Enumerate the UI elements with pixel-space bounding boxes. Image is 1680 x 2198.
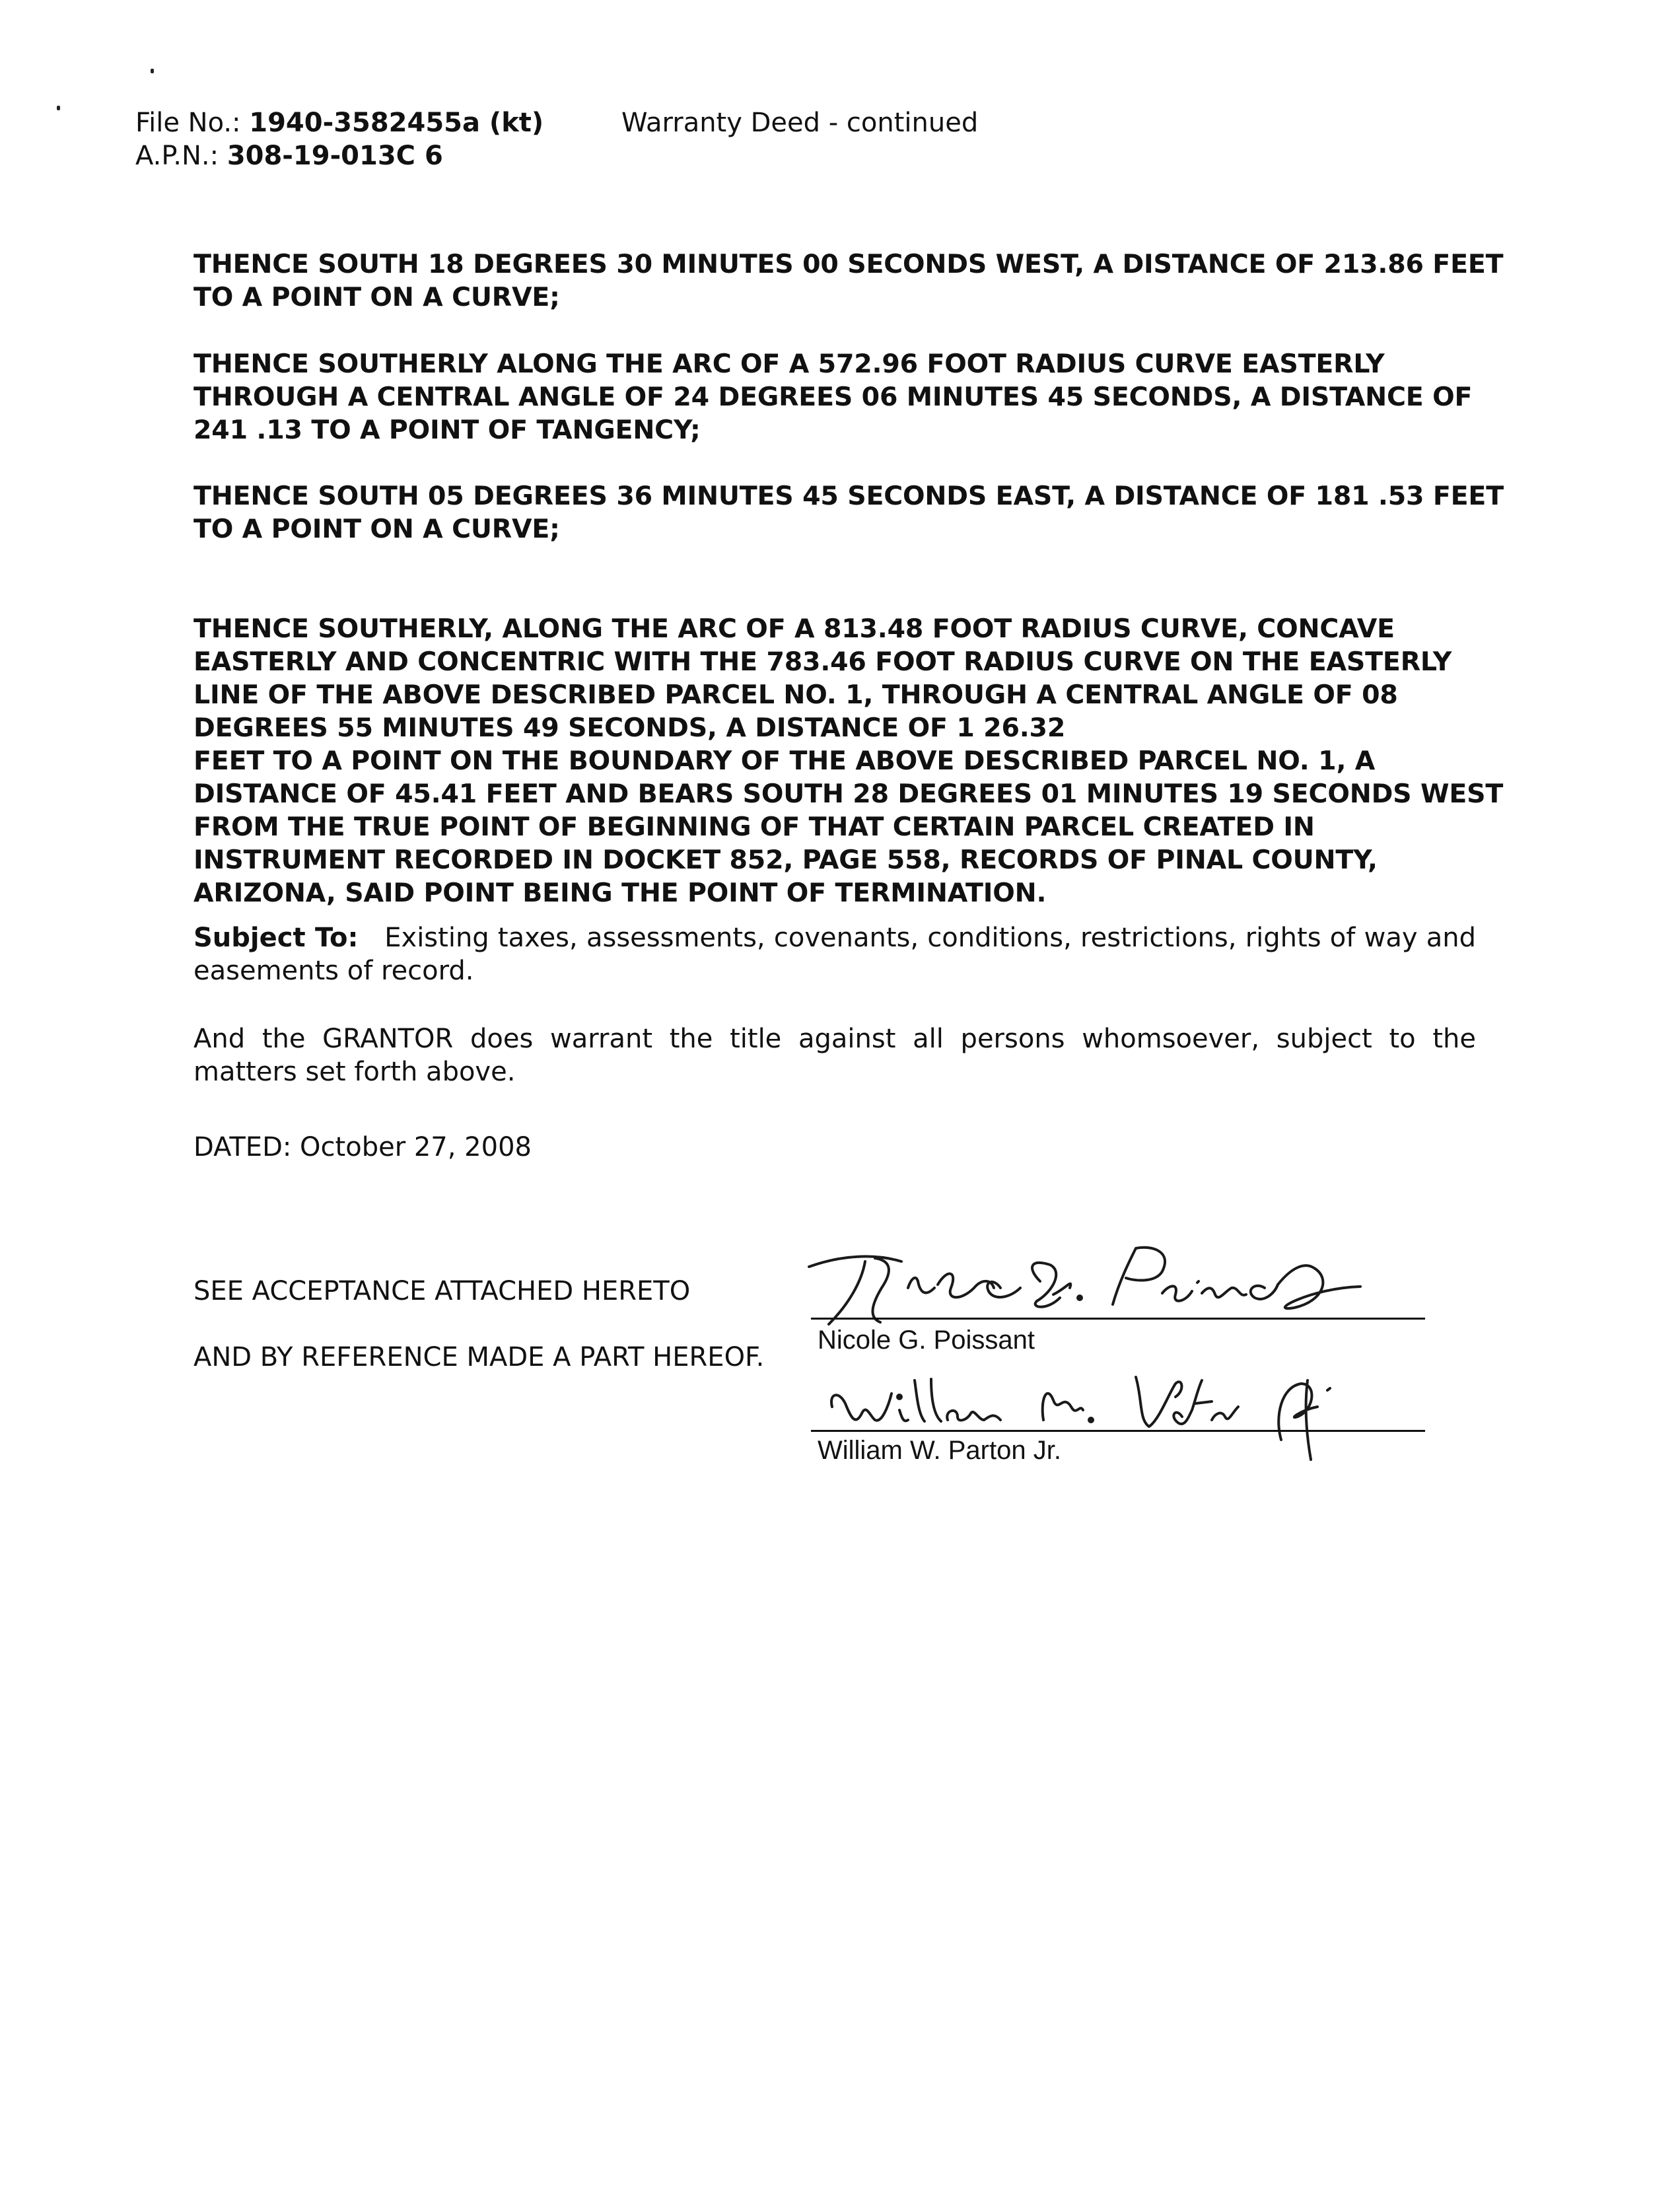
- file-number: [135, 106, 543, 140]
- apn-label: A.P.N.:: [135, 141, 219, 171]
- legal-line: LINE OF THE ABOVE DESCRIBED PARCEL NO. 1, THROUGH A CENTRAL ANGLE OF 08: [193, 680, 1398, 710]
- signature-nicole-poissant: [802, 1242, 1370, 1328]
- legal-paragraph-3: [193, 479, 1514, 546]
- legal-line: EASTERLY AND CONCENTRIC WITH THE 783.46 FOOT RADIUS CURVE ON THE EASTERLY: [193, 647, 1452, 677]
- file-number-value: 1940-3582455a (kt): [249, 108, 544, 138]
- subject-to-label: Subject To:: [193, 923, 359, 953]
- legal-paragraph-1: [193, 248, 1514, 314]
- legal-line: INSTRUMENT RECORDED IN DOCKET 852, PAGE 558, RECORDS OF PINAL COUNTY,: [193, 845, 1378, 875]
- acceptance-note-2: AND BY REFERENCE MADE A PART HEREOF.: [193, 1342, 765, 1372]
- apn-number: [135, 139, 443, 173]
- signer-name-1: Nicole G. Poissant: [818, 1326, 1035, 1355]
- signer-name-2: William W. Parton Jr.: [818, 1436, 1061, 1465]
- legal-line: ARIZONA, SAID POINT BEING THE POINT OF TERMINATION.: [193, 878, 1047, 908]
- legal-line: DEGREES 55 MINUTES 49 SECONDS, A DISTANCE OF 1 26.32: [193, 713, 1066, 743]
- legal-line: FROM THE TRUE POINT OF BEGINNING OF THAT CERTAIN PARCEL CREATED IN: [193, 812, 1315, 842]
- scan-speck: [57, 106, 60, 110]
- legal-line: TO A POINT ON A CURVE;: [193, 514, 560, 544]
- dated-line: DATED: October 27, 2008: [193, 1132, 532, 1162]
- legal-line: THENCE SOUTHERLY, ALONG THE ARC OF A 813.48 FOOT RADIUS CURVE, CONCAVE: [193, 614, 1395, 644]
- acceptance-note-1: SEE ACCEPTANCE ATTACHED HERETO: [193, 1276, 691, 1306]
- legal-line: THROUGH A CENTRAL ANGLE OF 24 DEGREES 06 MINUTES 45 SECONDS, A DISTANCE OF: [193, 382, 1473, 412]
- document-title: Warranty Deed - continued: [621, 108, 979, 138]
- apn-value: 308-19-013C 6: [227, 141, 443, 171]
- legal-line: 241 .13 TO A POINT OF TANGENCY;: [193, 415, 701, 445]
- grantor-warranty: And the GRANTOR does warrant the title against all persons whomsoever, subject to the matters set forth above.: [193, 1024, 1476, 1087]
- scan-speck: [151, 69, 154, 73]
- signature-line-1: [811, 1318, 1425, 1320]
- file-number-label: File No.:: [135, 108, 241, 138]
- legal-line: TO A POINT ON A CURVE;: [193, 282, 560, 312]
- legal-line: FEET TO A POINT ON THE BOUNDARY OF THE ABOVE DESCRIBED PARCEL NO. 1, A: [193, 746, 1376, 776]
- signature-line-2: [811, 1430, 1425, 1432]
- legal-line: THENCE SOUTH 05 DEGREES 36 MINUTES 45 SECONDS EAST, A DISTANCE OF 181 .53 FEET: [193, 481, 1504, 511]
- legal-line: DISTANCE OF 45.41 FEET AND BEARS SOUTH 28 DEGREES 01 MINUTES 19 SECONDS WEST: [193, 779, 1504, 809]
- legal-line: THENCE SOUTH 18 DEGREES 30 MINUTES 00 SECONDS WEST, A DISTANCE OF 213.86 FEET: [193, 249, 1504, 279]
- legal-line: THENCE SOUTHERLY ALONG THE ARC OF A 572.96 FOOT RADIUS CURVE EASTERLY: [193, 349, 1385, 379]
- legal-paragraph-4: [193, 612, 1514, 909]
- subject-to-text: Existing taxes, assessments, covenants, conditions, restrictions, rights of way and easements of record.: [193, 923, 1476, 986]
- legal-paragraph-2: [193, 347, 1514, 446]
- subject-to-paragraph: [193, 921, 1476, 987]
